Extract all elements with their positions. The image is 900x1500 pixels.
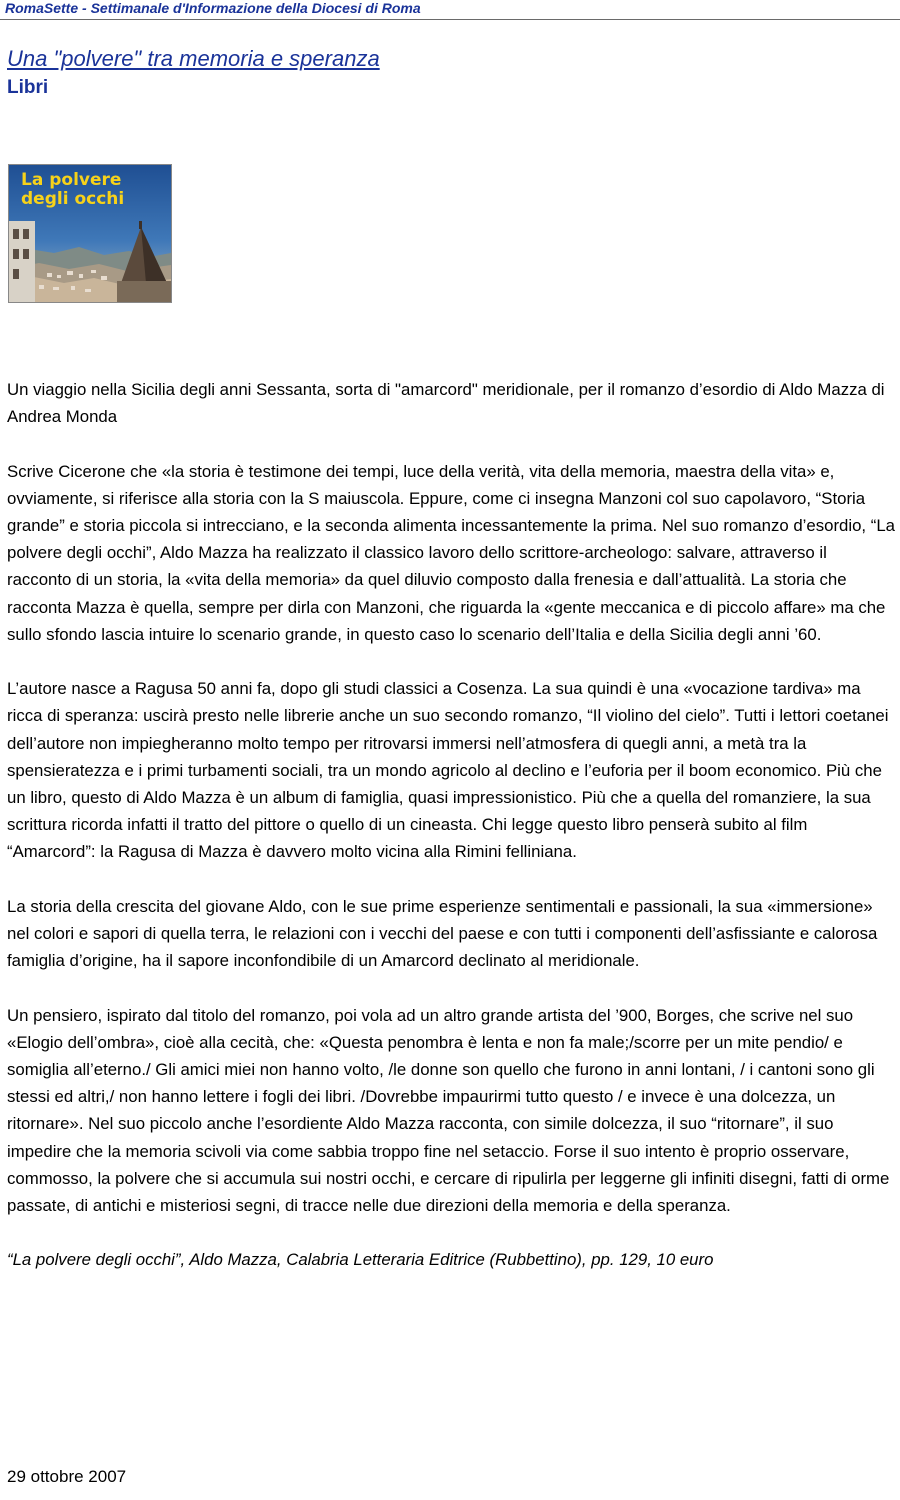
publication-date: 29 ottobre 2007 bbox=[7, 1467, 127, 1486]
article-paragraph: L’autore nasce a Ragusa 50 anni fa, dopo gli studi classici a Cosenza. La sua quindi è una «vocazione tardiva» ma ricca di speranza: uscirà presto nelle librerie anche un suo secondo romanzo, “Il violino del cielo”. Tutti i lettori coetanei dell’autore non impiegheranno molto tempo per ritrovarsi immersi nell’atmosfera di quegli anni, a metà tra la spensieratezza e i primi turbamenti sociali, tra un mondo agricolo al declino e l’euforia per il boom economico. Più che un libro, questo di Aldo Mazza è un album di famiglia, quasi impressionistico. Più che a quella del romanziere, la sua scrittura ricorda infatti il tratto del pittore o quello di un cineasta. Chi legge questo libro penserà subito al film “Amarcord”: la Ragusa di Mazza è davvero molto vicina alla Rimini felliniana. bbox=[7, 679, 889, 862]
cover-title-line-2: degli occhi bbox=[21, 189, 125, 209]
site-header bbox=[0, 0, 900, 20]
article-paragraph: La storia della crescita del giovane Aldo, con le sue prime esperienze sentimentali e passionali, la sua «immersione» nel colori e sapori di quella terra, le relazioni con i vecchi del paese e con tutti i componenti dell’asfissiante e calorosa famiglia d’origine, ha il sapore inconfondibile di un Amarcord declinato al meridionale. bbox=[7, 896, 878, 971]
book-cover-image bbox=[8, 164, 172, 303]
article-paragraph: Un pensiero, ispirato dal titolo del romanzo, poi vola ad un altro grande artista del ’900, Borges, che scrive nel suo «Elogio dell’ombra», cioè alla cecità, che: «Questa penombra è lenta e non fa male;/scorre per un mite pendio/ e somiglia all’eterno./ Gli amici miei non hanno volto, /le donne son quello che furono in anni lontani, / i cantoni sono gli stessi ed altri,/ non hanno lettere i fogli dei libri. /Dovrebbe impaurirmi tutto questo / e invece è una dolcezza, un ritornare». Nel suo piccolo anche l’esordiente Aldo Mazza racconta, con simile dolcezza, il suo “ritornare”, il suo impedire che la memoria scivoli via come sabbia troppo fine nel setaccio. Forse il suo intento è proprio osservare, commosso, la polvere che si accumula sui nostri occhi, e cercare di ripulirla per leggerne gli infiniti disegni, fatti di orme passate, di antichi e misteriosi segni, di tracce nelle due direzioni della memoria e della speranza. bbox=[7, 1005, 890, 1216]
book-cover-title bbox=[21, 171, 161, 209]
article-title[interactable]: Una "polvere" tra memoria e speranza bbox=[7, 46, 380, 71]
section-label: Libri bbox=[7, 77, 49, 98]
header-divider bbox=[0, 19, 900, 20]
site-name: RomaSette - Settimanale d'Informazione della Diocesi di Roma bbox=[5, 0, 421, 16]
book-reference: “La polvere degli occhi”, Aldo Mazza, Calabria Letteraria Editrice (Rubbettino), pp. 129, 10 euro bbox=[7, 1250, 714, 1270]
article-paragraph: Scrive Cicerone che «la storia è testimone dei tempi, luce della verità, vita della memoria, maestra della vita» e, ovviamente, si riferisce alla storia con la S maiuscola. Eppure, come ci insegna Manzoni col suo capolavoro, “Storia grande” e storia piccola si intrecciano, e la seconda alimenta incessantemente la prima. Nel suo romanzo d’esordio, “La polvere degli occhi”, Aldo Mazza ha realizzato il classico lavoro dello scrittore-archeologo: salvare, attraverso il racconto di un storia, la «vita della memoria» da quel diluvio composto dalla frenesia e dall’attualità. La storia che racconta Mazza è quella, sempre per dirla con Manzoni, che riguarda la «gente meccanica e di piccolo affare» ma che sullo sfondo lascia intuire lo scenario grande, in questo caso lo scenario dell’Italia e della Sicilia degli anni ’60. bbox=[7, 461, 896, 644]
article-body bbox=[7, 376, 895, 1301]
article-subtitle: Un viaggio nella Sicilia degli anni Sessanta, sorta di "amarcord" meridionale, per il romanzo d’esordio di Aldo Mazza di Andrea Monda bbox=[7, 380, 885, 427]
cover-title-line-1: La polvere bbox=[21, 170, 122, 190]
